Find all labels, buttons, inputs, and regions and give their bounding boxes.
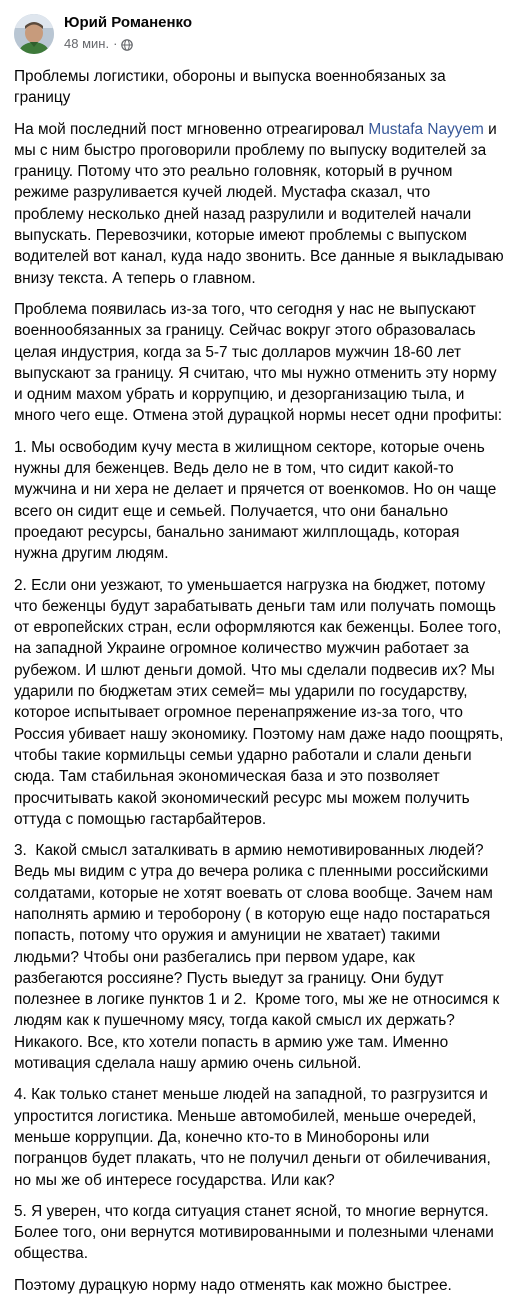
author-name[interactable]: Юрий Романенко	[64, 14, 193, 31]
paragraph-intro-after: и мы с ним быстро проговорили проблему по выпуску водителей за границу. Потому что это реально головняк, который в ручном режиме разруливается кучей людей. Мустафа сказал, что проблему несколько дней назад разрулили и водителей начали выпускать. Перевозчики, которые имеют проблемы с выпуском водителей вот канал, куда надо звонить. Все данные я выкладываю внизу текста. А теперь о главном.	[14, 120, 508, 287]
author-avatar[interactable]	[14, 14, 54, 54]
post-header	[14, 12, 192, 60]
paragraph-problem: Проблема появилась из-за того, что сегодня у нас не выпускают военнообязанных за границу. Сейчас вокруг этого образовалась целая индустрия, когда за 5-7 тыс долларов мужчин 18-60 лет выпускают за границу. Я считаю, что мы нужно отменить эту норму и одним махом убрать и коррупцию, и дезорганизацию тыла, и много чего еще. Отмена этой дурацкой нормы несет одни профиты:	[14, 300, 503, 425]
globe-icon	[121, 38, 133, 50]
paragraph-point-1: 1. Мы освободим кучу места в жилищном секторе, которые очень нужны для беженцев. Ведь дело не в том, что сидит какой-то мужчина и ни хера не делает и прячется от военкомов. Но он чаще всего он сидит еще и семьей. Получается, что они банально проедают ресурсы, банально занимают жилплощадь, которая нужна другим людям.	[14, 438, 501, 563]
post-title-paragraph: Проблемы логистики, обороны и выпуска военнобязаных за границу	[14, 68, 450, 107]
paragraph-point-3: 3. Какой смысл заталкивать в армию немотивированных людей? Ведь мы видим с утра до вечера ролика с пленными российскими солдатами, которые не хотят воевать от слова вообще. Зачем нам наполнять армию и тероборону ( в которую еще надо постараться попасть, потому что оружия и амуниции не хватает) такими людьми? Чтобы они разбегались при первом ударе, как разбегаются россияне? Пусть выедут за границу. Они будут полезнее в логике пунктов 1 и 2. Кроме того, мы же не относимся к людям как к пушечному мясу, тогда какой смысл их держать? Никакого. Все, кто хотели попасть в армию уже там. Именно мотивация сделала нашу армию очень сильной.	[14, 842, 504, 1073]
post-timestamp[interactable]: 48 мин.	[64, 36, 110, 51]
mention-link[interactable]: Mustafa Nayyem	[368, 120, 484, 138]
paragraph-point-4: 4. Как только станет меньше людей на западной, то разгрузится и упростится логистика. Меньше автомобилей, меньше очередей, меньше коррупции. Да, конечно кто-то в Минобороны или погранцов будет плакать, что не получил деньги от обилечивания, но мы же об интересе государства. Или как?	[14, 1086, 496, 1189]
paragraph-intro	[14, 119, 508, 289]
separator-dot: ·	[113, 36, 118, 51]
post-subline	[64, 35, 192, 53]
post-body	[14, 66, 508, 1306]
paragraph-intro-before: На мой последний пост мгновенно отреагировал	[14, 120, 369, 138]
paragraph-conclusion: Поэтому дурацкую норму надо отменять как можно быстрее.	[14, 1276, 452, 1294]
paragraph-point-5: 5. Я уверен, что когда ситуация станет ясной, то многие вернутся. Более того, они вернутся мотивированными и полезными членами общества.	[14, 1202, 499, 1263]
paragraph-point-2: 2. Если они уезжают, то уменьшается нагрузка на бюджет, потому что беженцы будут зарабатывать деньги там или получать помощь от европейских стран, если оформляются как беженцы. Более того, на западной Украине огромное количество мужчин работает за рубежом. И шлют деньги домой. Что мы сделали подвесив их? Мы ударили по бюджетам этих семей= мы ударили по государству, которое испытывает огромное перенапряжение из-за того, что Россия убивает нашу экономику. Поэтому нам даже надо поощрять, чтобы такие кормильцы семьи ударно работали и слали деньги сюда. Там стабильная экономическая база и это позволяет просчитывать какой экономический ресурс мы можем получить оттуда с помощью гастарбайтеров.	[14, 576, 508, 828]
post-meta	[64, 13, 192, 53]
